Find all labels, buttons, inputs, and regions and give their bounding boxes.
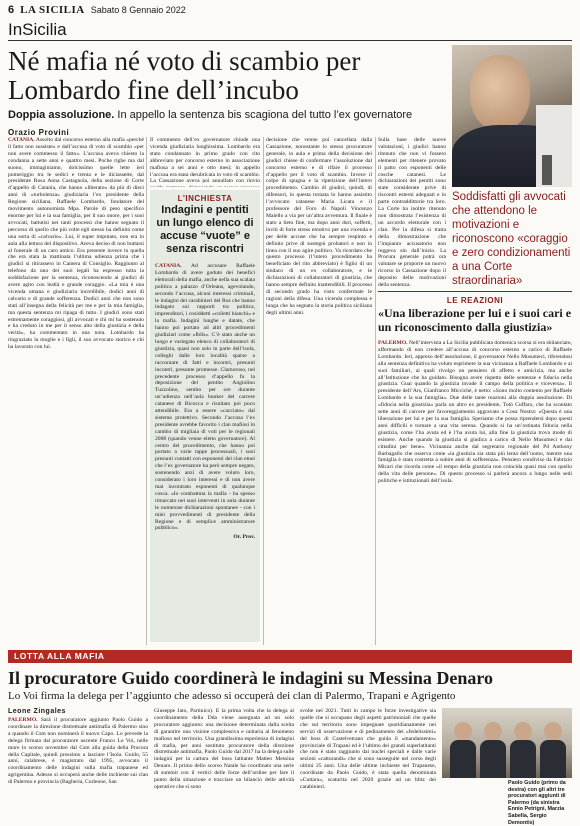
second-column-1 <box>8 717 148 821</box>
article-column-2: Il commento dell’ex governatore chiude una vicenda giudiziaria lunghissima. Lombardo era stato condannato in primo grado con rito abbreviato per concorso esterno in associazione mafiosa a sei anni e otto mesi; in appello l’accusa era stata derubricata in voto di scambio. La Cassazione aveva poi annullato con rinvio <box>150 137 260 185</box>
section-title: InSicilia <box>8 20 67 39</box>
photo-person <box>544 722 562 740</box>
main-byline: Orazio Provini <box>8 128 70 137</box>
dateline: CATANIA. <box>8 137 35 143</box>
photo-person-body <box>450 740 476 778</box>
second-byline: Leone Zingales <box>8 708 66 715</box>
reazioni-title: «Una liberazione per lui e i suoi cari e un riconoscimento dalla giustizia» <box>378 306 572 334</box>
photo-person-body <box>540 740 566 778</box>
issue-date: Sabato 8 Gennaio 2022 <box>90 5 186 15</box>
newspaper-name: LA SICILIA <box>20 4 85 16</box>
main-headline: Né mafia né voto di scambio per Lombardo fine dell’incubo <box>8 46 361 105</box>
lombardo-photo <box>452 45 572 187</box>
second-dateline: PALERMO. <box>8 717 38 723</box>
inset-text <box>155 263 255 641</box>
photo-caption: Paolo Guido (primo da destra) con gli altri tre procuratori aggiunti di Palermo (da sinistra Ennio Petrigni, Marzia Sabella, Sergio Demontis) <box>508 780 566 826</box>
reazioni-dateline: PALERMO. <box>378 340 408 346</box>
second-column-2: Giuseppe Jato, Partinico). E la prima volta che la delega al coordinamento della Dda viene assegnata ad un solo procuratore aggiunto: una decisione determinata dalla scelta di garantire una visione complessiva e unitaria al fenomeno mafioso nel territorio. Una grandissima esperienza di indagini di mafia, per anni sostituto procuratore della direzione distrettuale antimafia, Paolo Guido dal 2017 ha la delega sulle indagini per la cattura del boss latitante Matteo Messina Denaro. Il primo dello scorso Natale ha coordinato una serie di summit con il vertici delle forze dell’ordine per fare il punto della situazione e tracciare un bilancio delle attività operative che si sono <box>154 708 294 790</box>
second-subhead: Lo Voi firma la delega per l’aggiunto che adesso si occuperà dei clan di Palermo, Trapani e Agrigento <box>8 690 456 702</box>
page-number: 6 <box>8 4 15 16</box>
reazioni-body: Nell’intervista a La Sicilia pubblicata domenica scorsa si era sbilanciato, affermando di non credere all’accusa di concorso esterno a carico di Raffaele Lombardo. Ieri, appreso dell’assoluzione, il governatore Nello Musumeci, riferendosi alla sentenza definitiva ha voluto esprimere la sua vicinanza a Raffaele Lombardo e ai suoi familiari, ai quali rivolgo un pensiero di affetto e amicizia, ma anche all’Istituzione che ha guidato. Bisogna avere rispetto delle sentenze e fiducia nella giustizia. Guai quando la giustizia invade il campo della politica e viceversa». Il presidente dell’Ars, Gianfranco Miccichè, è netto: «Sono molto contento per Raffaele Lombardo e la sua famiglia». Due delle tante reazioni alla doppia assoluzione. Di «fiducia nella giustizia» parla un altro ex presidente, Totò Cuffaro, che ha scontato sette anni di carcere per favoreggiamento aggravato a Cosa Nostra: «Questa è una liberazione per lui e per la sua famiglia. Speriamo che possa riprendersi dopo questi anni difficili e tornare a una vita serena. Quando si ha un’ostinata fiducia nella giustizia, come l’ha avuta ed è l’ha avuta lui, alla fine la giustizia trova modo di esistere. Anche quando la giustizia si giudica a carico di Nello Musumeci e dai cittadini per bene». Vicinanza anche dal segretario regionale del Pd Anthony Barbagallo che osserva come «la giustizia sia stata più lenta dell’uomo, mentre una famiglia è stata costretta a subire anni di sofferenza». Pensiero condiviso da Fabrizio Micari che ricorda come «il tempo della giustizia non coincida quasi mai con quello della vita delle persone». Di questo processo si parlerà ancora a lungo nelle sedi politiche e istituzionali dell’isola. <box>378 340 572 485</box>
top-rule <box>8 40 572 41</box>
photo-person <box>454 722 472 740</box>
column-divider <box>146 137 147 645</box>
inset-dateline: CATANIA. <box>155 263 182 269</box>
article-column-4: Sulla base delle nuove valutazioni, i giudici hanno ritenuto che non vi fossero elementi per ritenere provato il patto con esponenti delle cosche catanesi. Le dichiarazioni dei pentiti sono state considerate prive di riscontri esterni adeguati e in parte contraddittorie tra loro. La Corte ha inoltre ritenuto non dimostrata l’esistenza di un accordo elettorale con i clan. Per la difesa si tratta della dimostrazione che l’impianto accusatorio non reggeva sin dall’inizio. La Procura generale potrà ora valutare se proporre un nuovo ricorso in Cassazione dopo il deposito delle motivazioni della sentenza. <box>378 137 446 287</box>
inset-body: Ad accusare Raffaele Lombardo di avere goduto dei benefici elettorali della mafia, anche nella sua scalata politica a palazzo d’Orleans, agevolando, secondo l’accusa, alcuni interessi criminali, le indagini dei carabinieri del Ros che hanno indagato sui rapporti tra politica, imprenditori, i cosiddetti «colletti bianchi» e la mafia. Indagini lunghe e datate, che hanno poi portato ad altri procedimenti giudiziari come «Iblis». C’è stato anche un lungo e variegato elenco di collaboratori di giustizia, quasi non solo in parte dell’isola, colleghi dalle loro località sparse a raccontare di fatti e incontri, presunti incontri, presunte promesse. Clamoroso, nel precedente processo d’appello fu la deposizione del pentito Angiolino Tuzzolino, sentito per ore durante un’udienza nell’aula bunker del carcere catanese di Bicocca e risultato poi poco attendibile. Era a essere «cacciato» dal sistema protettivo. Secondo l’accusa l’ex presidente avrebbe favorito i clan mafiosi in cambio di migliaia di voti per le regionali 2008 (quando venne eletto governatore). Al centro del procedimento, che hanno poi portato a varie tappe processuali, i suoi presunti contatti con esponenti dei clan etnei che l’ex governatore ha però sempre negato, sostenendo anzi di avere voluto loro, considerato i loro interessi e di non avere mai incontrato esponenti di qualunque cosca. «Io combattuta la mafia - ha spesso rimarcato nei suoi interventi in aula durante le numerose dichiarazioni spontanee - con i miei provvedimenti di presidente della Regione e di semplice amministratore pubblico». <box>155 263 255 532</box>
article-column-1-text: Assolto dal concorso esterno alla mafia «perché il fatto non sussiste» e dall’accusa di voto di scambio «per non avere commesso il fatto». L’accusa aveva chiesto la condanna a sette anni e quattro mesi. Poche righe ma dal suono, immaginiamo, dolcissimo quelle lette ieri pomeriggio tra le sedici e trenta e le diciassette, dal presidente Rosa Anna Castagnola, della sezione di Corte d’appello di Catania, che hanno «liberato» da più di dieci anni di «turbolenza» giudiziaria l’ex presidente della Regione siciliana, Raffaele Lombardo, fondatore del movimento autonomista Mpa. Parole di peso specifico enorme per lui e la sua famiglia, per il suo onore, per i suoi avvocati, battutisi nei tanti processi che hanno segnato il percorso di quello che più volte egli stesso ha definito come una sorta di «calvario». Lui, il super imputato, non era in aula alla lettura del dispositivo. Aveva deciso di non buttarsi al funerale di un caro amico. Era presente invece in quella che era stata la mattinata l’ultima udienza prima che i giudici si ritirassero in Camera di Consiglio. Raggiunto al telefono da uno dei suoi legali ha espresso tutta la soddisfazione per la sentenza, riconoscendo ai giudici di avere agito con lealtà e grande coraggio. «La mia è una vicenda umana e giudiziaria incredibile, dodici anni di calvario e di grande sofferenza. Dodici anni che non sono stati all’insegna della felicità per me e per la mia famiglia, ma questa sentenza mi ripaga di tutto. I giudici sono stati estremamente coraggiosi, gli avvocati e chi mi ha sostenuto e ha creduto in me per il senso alto della giustizia e della verità», ha commentato in una nota. Lombardo ha ringraziato la moglie e i figli, il suo avvocato storico e chi ha lavorato con lui. <box>8 137 144 351</box>
column-divider <box>263 137 264 645</box>
second-column-1-text: Sarà il procuratore aggiunto Paolo Guido a coordinare la direzione distrettuale antimafia di Palermo sino a quando il Csm non nominerà il nuovo Capo. Lo prevede la delega firmata dal procuratore uscente Franco Lo Voi, nelle more lo scorso novembre dal Csm alla guida della Procura della Capitale, quindi prossimo a lasciare l’Isola. Guido, 55 anni, calabrese, è magistrato dal 1995, avvocato il coordinamento delle indagini sulla mafia trapanese ed agrigentina. Adesso si occuperà anche delle inchieste sui clan di Palermo e provincia (Bagheria, Corleone, San <box>8 717 148 786</box>
pull-quote: Soddisfatti gli avvocati che attendono le motivazioni e riconoscono «coraggio e zero condizionamenti a una Corte straordinaria» <box>452 191 571 287</box>
photo-person-body <box>480 740 506 778</box>
second-headline: Il procuratore Guido coordinerà le indagini su Messina Denaro <box>8 668 494 688</box>
photo-microphone <box>542 155 552 185</box>
masthead <box>8 4 572 18</box>
section-banner: LOTTA ALLA MAFIA <box>8 650 572 663</box>
article-column-3: decisione che venne poi cancellata dalla Cassazione, nonostante lo stesso procuratore generale, in aula e prima della decisione dei giudici chiese di confermare l’assoluzione dal concorso esterno e di rifare il processo d’appello per il voto di scambio. Invece il colpo di spugna e la ripetizione dell’intero procedimento. Cambio di giudici, quindi, di difensori, in questa tornata lo hanno assistito l’avvocato catanese Maria Licata e il professore del Foro di Napoli Vincenzo Maiello a via per un’altra avventura. Il finale è stato a lieto fine, ma dopo anni duri, sofferti, inviti di forte stress emotivo per una vicenda e per delle accuse che ha sempre respinto e definito prive di sostegni probatori e non in linea con il suo agire politico. Va ricordato che questo processo (l’intero procedimento ha beneficiato del rito abbreviato) è figlio di un sindaco di un ex collaboratore, e le dichiarazioni di collaboratori di giustizia, che hanno sempre definito inattendibili. Il processo di secondo grado ha visto confermate le ragioni della difesa. Una vicenda complessa e lunga che ha segnato la storia politica siciliana degli ultimi anni. <box>266 137 372 316</box>
photo-face <box>470 55 530 130</box>
main-subhead <box>8 109 448 121</box>
inset-signature: Or. Prov. <box>233 534 255 541</box>
subhead-text: In appello la sentenza bis scagiona del tutto l’ex governatore <box>114 109 413 121</box>
second-column-3: svolte nel 2021. Tutti in campo le forze investigative sia quelle che si occupano degli aspetti patrimoniali che quelle che sul territorio sono impegnate quotidianamente nei servizi di osservazione e di pedinamento dei «fedelissimi» del boss di Castelvetrano che guida il «mandamento» provinciale di Trapani ed è l’ultimo dei grandi superlatitanti che non è stato raggiunto dai nuclei speciali e dalle varie sezioni «catturandi» che si sono susseguite nel corso degli ultimi 25 anni. Una delle ultime inchieste nel Trapanese, coordinate da Paolo Guido, è stata quella denominata «Cuttara», scaturita nel 2020 grazie ad un blitz dei carabinieri. <box>300 708 436 790</box>
column-divider <box>375 137 376 645</box>
reazioni-label: LE REAZIONI <box>446 296 504 305</box>
prosecutors-photo <box>442 708 572 778</box>
reazioni-text <box>378 340 572 642</box>
article-column-1 <box>8 137 144 645</box>
inset-title: Indagini e pentiti un lungo elenco di accuse “vuote” e senza riscontri <box>156 204 254 255</box>
photo-person <box>514 722 532 740</box>
photo-person-body <box>510 740 536 778</box>
photo-person <box>484 722 502 740</box>
inset-label: L'INCHIESTA <box>177 194 233 203</box>
subhead-bold: Doppia assoluzione. <box>8 109 115 121</box>
